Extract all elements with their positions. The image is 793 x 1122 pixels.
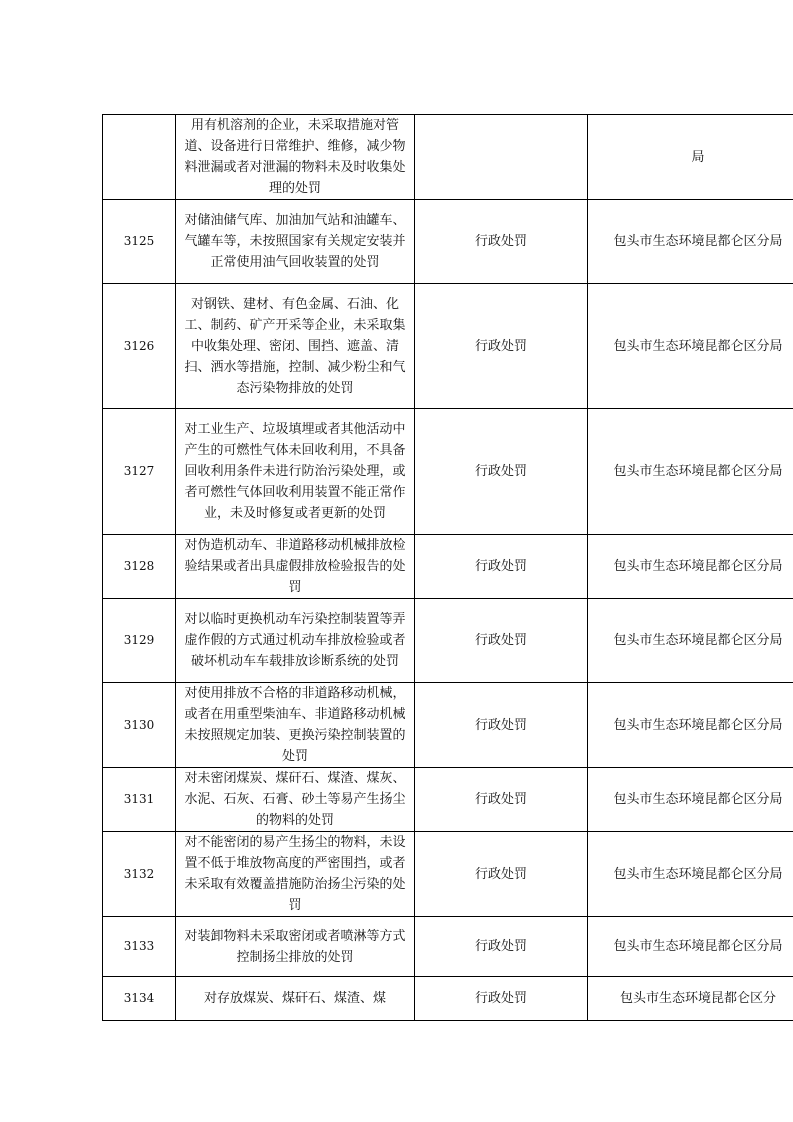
row-number-cell [103,115,176,200]
authority-cell [588,917,793,977]
item-name-cell [176,977,415,1021]
item-name-cell [176,917,415,977]
penalty-type-cell [415,115,588,200]
authority-cell [588,115,793,200]
table-row [103,917,793,977]
table-row [103,115,793,200]
item-name: 对伪造机动车、非道路移动机械排放检验结果或者出具虚假排放检验报告的处罚 [184,538,406,595]
item-name: 对以临时更换机动车污染控制装置等弄虚作假的方式通过机动车排放检验或者破坏机动车车载排放诊断系统的处罚 [184,612,406,669]
row-number-cell: 3125 [103,200,176,284]
item-name-cell [176,409,415,535]
item-name: 对储油储气库、加油加气站和油罐车、气罐车等，未按照国家有关规定安装并正常使用油气回收装置的处罚 [184,213,406,270]
authority-name: 包头市生态环境昆都仑区分局 [613,338,783,354]
penalty-table [102,114,793,1021]
row-number-cell: 3134 [103,977,176,1021]
table-row [103,200,793,284]
authority-name: 包头市生态环境昆都仑区分局 [613,866,783,882]
penalty-type-cell: 行政处罚 [415,683,588,768]
penalty-type-cell: 行政处罚 [415,917,588,977]
penalty-type-cell: 行政处罚 [415,599,588,683]
table-row [103,599,793,683]
table-row [103,832,793,917]
penalty-table-body [103,115,793,1021]
penalty-type-cell: 行政处罚 [415,535,588,599]
authority-cell [588,832,793,917]
penalty-type-cell: 行政处罚 [415,284,588,409]
authority-name: 包头市生态环境昆都仑区分 [619,991,776,1006]
penalty-type-cell: 行政处罚 [415,409,588,535]
item-name-cell [176,832,415,917]
item-name-cell [176,284,415,409]
table-row [103,535,793,599]
authority-name: 局 [691,149,705,165]
row-number-cell: 3133 [103,917,176,977]
authority-cell [588,599,793,683]
authority-cell [588,683,793,768]
item-name: 用有机溶剂的企业，未采取措施对管道、设备进行日常维护、维修，减少物料泄漏或者对泄漏的物料未及时收集处理的处罚 [184,118,406,196]
authority-name: 包头市生态环境昆都仑区分局 [613,234,783,249]
item-name: 对工业生产、垃圾填埋或者其他活动中产生的可燃性气体未回收利用，不具备回收利用条件未进行防治污染处理，或者可燃性气体回收利用装置不能正常作业，未及时修复或者更新的处罚 [184,422,406,521]
authority-cell [588,977,793,1021]
row-number-cell: 3130 [103,683,176,768]
authority-cell [588,200,793,284]
authority-cell [588,768,793,832]
row-number-cell: 3131 [103,768,176,832]
authority-cell [588,284,793,409]
authority-name: 包头市生态环境昆都仑区分局 [613,559,783,574]
item-name-cell [176,535,415,599]
table-row [103,683,793,768]
table-row [103,409,793,535]
penalty-type-cell: 行政处罚 [415,200,588,284]
item-name-cell [176,599,415,683]
table-row [103,284,793,409]
item-name: 对钢铁、建材、有色金属、石油、化工、制药、矿产开采等企业，未采取集中收集处理、密闭、围挡、遮盖、清扫、洒水等措施，控制、减少粉尘和气态污染物排放的处罚 [184,296,406,396]
penalty-type-cell: 行政处罚 [415,768,588,832]
table-row [103,977,793,1021]
row-number-cell: 3128 [103,535,176,599]
item-name: 对未密闭煤炭、煤矸石、煤渣、煤灰、水泥、石灰、石膏、砂土等易产生扬尘的物料的处罚 [184,771,406,828]
item-name-cell [176,115,415,200]
item-name-cell [176,683,415,768]
row-number-cell: 3126 [103,284,176,409]
authority-name: 包头市生态环境昆都仑区分局 [613,792,783,807]
item-name: 对不能密闭的易产生扬尘的物料，未设置不低于堆放物高度的严密围挡，或者未采取有效覆盖措施防治扬尘污染的处罚 [184,835,406,913]
item-name: 对存放煤炭、煤矸石、煤渣、煤 [203,991,386,1006]
item-name: 对使用排放不合格的非道路移动机械，或者在用重型柴油车、非道路移动机械未按照规定加装、更换污染控制装置的处罚 [184,686,406,764]
penalty-type-cell: 行政处罚 [415,832,588,917]
authority-name: 包头市生态环境昆都仑区分局 [613,717,783,733]
authority-cell [588,535,793,599]
row-number-cell: 3129 [103,599,176,683]
row-number-cell: 3132 [103,832,176,917]
authority-name: 包头市生态环境昆都仑区分局 [613,464,783,479]
authority-cell [588,409,793,535]
item-name-cell [176,200,415,284]
penalty-type-cell: 行政处罚 [415,977,588,1021]
table-row [103,768,793,832]
authority-name: 包头市生态环境昆都仑区分局 [613,633,783,648]
item-name-cell [176,768,415,832]
item-name: 对装卸物料未采取密闭或者喷淋等方式控制扬尘排放的处罚 [184,928,406,965]
row-number-cell: 3127 [103,409,176,535]
authority-name: 包头市生态环境昆都仑区分局 [613,939,783,954]
